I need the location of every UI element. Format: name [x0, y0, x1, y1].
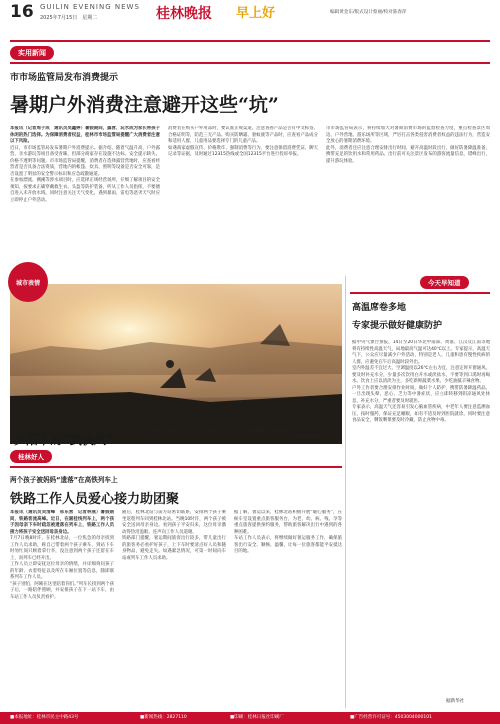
- section-tag-good-people: 桂林好人: [10, 450, 52, 463]
- article1-col3: 市市场监管局表示，将持续加大对暑期消费市场的监督检查力度，重点检查景区周边、户外营地、游乐场所等区域，严厉打击各类侵害消费者权益的违法行为，营造安全放心的暑期消费环境。 此外，消费者还应注意合理安排出行时间，避开高温时段出行，做好防暑降温准备，携带充足的饮用水和常用药品。出行前可关注景区发布的游客流量信息，错峰出行，提升游玩体验。: [326, 126, 490, 164]
- section-tag-practical-news: 实用新闻: [10, 46, 54, 60]
- section-tag-city: 城市表情: [8, 262, 48, 302]
- sunset-photo: [10, 284, 342, 444]
- article3-col2: 随后，桂林北站与前方站密切联系，安排两个孩子乘坐返程列车回到桂林北站。当晚10时许，两个孩子被安全送回母亲身边。看到孩子平安归来，这位母亲激动得热泪盈眶，连声向工作人员道谢。 铁路部门提醒，暑运期间旅客出行较多，带儿童出行的旅客务必看护好孩子，上下车时要清点好人员和随身物品，避免走失。如遇紧急情况，可第一时间向车站或列车工作人员求助。: [122, 510, 226, 561]
- section-rule: [350, 292, 490, 294]
- section-tag-today: 今天早知道: [420, 276, 469, 289]
- article1-kicker: 市市场监管局发布消费提示: [10, 73, 119, 83]
- article3-headline: 铁路工作人员爱心接力助团聚: [10, 492, 180, 507]
- article2-headline-1: 高温席卷多地: [352, 303, 407, 313]
- article3-col1: [10, 510, 114, 708]
- photo-caption-text: 近日，夕阳西下时，在穿山公园小东江上，一位游客低摆“武侠风”的照片。: [150, 428, 288, 440]
- footer-ad-license: ■广告经营许可证号：4503004000101: [350, 715, 432, 720]
- photo-credit: 记者 陈园 摄: [296, 435, 322, 440]
- issue-date: 2025年7月15日 星期二: [40, 15, 98, 21]
- article2-source: 据新华社: [446, 699, 465, 704]
- editor-credits: 编辑黄金东/版式设计蔡丽/校对陈春萍: [330, 10, 407, 15]
- article3-kicker: 两个孩子被妈妈“遗落”在高铁列车上: [10, 476, 118, 484]
- page-header: [0, 0, 500, 44]
- column-divider: [345, 276, 346, 708]
- footer-address: ■本报地址：桂林市民主中路43号: [10, 715, 79, 720]
- article1-col2: 消费者在购买户外用品时，要认准正规渠道，注意查看产品是否有中文标签、合格证明等，防范三无产品。购买防晒霜、驱蚊液等产品时，应查看产品成分和适用人群，儿童用品要选择专门的儿童产品。 如遇商家虚假宣传、价格欺诈、强制消费等行为，要注意保留消费凭证、聊天记录等证据，及时通过12315热线或全国12315平台进行投诉举报。: [168, 126, 318, 157]
- article1-text-1: 近日，市市场监管局发布暑期户外消费提示。据介绍，随着气温升高，户外露营、亲水游玩等项目备受青睐，但部分商家存在设施不达标、安全提示缺失、价格不透明等问题。市市场监管局提醒，消费者在选择露营营地时，应查看经营者是否具备合法资质，营地内的帐篷、炊具、照明等设备是否安全可靠，是否设置了明显的安全警示标识和应急疏散通道。 在参加漂流、溯溪等涉水项目时，应选择正规经营场所，仔细了解项目的安全须知，按要求正确穿戴救生衣、头盔等防护装备，听从工作人员指挥，不要擅自进入未开放水域。同时注意关注天气变化，遇到暴雨、雷电等恶劣天气时应立即停止户外活动。: [10, 145, 160, 203]
- header-rule: [10, 40, 490, 42]
- photo-caption-title: 夕阳下的“武侠风”: [14, 433, 114, 447]
- section-rule: [10, 466, 342, 468]
- article1-headline: 暑期户外消费注意避开这些“坑”: [10, 94, 279, 116]
- section-rule: [10, 62, 490, 64]
- article1-byline: 本报讯（记者周子成 通讯员吴鑫婷）暑假期间，露营、玩水成为家长带孩子休闲的热门选择。为保障消费者权益，桂林市市场监管局提醒广大消费者注意以下风险。: [10, 126, 160, 144]
- brand-logo: 桂林晚报: [156, 6, 212, 22]
- section-logo: 早上好: [236, 6, 276, 21]
- page-number: 16: [10, 2, 34, 22]
- article2-body: 据中央气象台预报，14日至20日华北中南部、黄淮、江汉及江南等地将有持续性高温天气，局地最高气温可达40℃以上。专家提示，高温天气下，公众应尽量减少户外活动，特别是老人、儿童和患有慢性疾病的人群，应避免在午后高温时段外出。 室内外温差不宜过大，空调温度以26℃左右为宜，注意定时开窗通风。要及时补充水分，少量多次饮用白开水或淡盐水，不要等到口渴时再喝水。饮食上应以清淡为主，多吃新鲜蔬菜水果，少吃油腻辛辣食物。 户外工作者要合理安排作业时间，做好个人防护，携带防暑降温药品。一旦出现头晕、恶心、乏力等中暑症状，应立即转移到阴凉通风处休息，补充水分，严重者要及时就医。 专家表示，高温天气还容易引发心脑血管疾病，中老年人要注意监测血压，按时服药，保证充足睡眠，如有不适及时到医院就诊。同时要注意食品安全，剩饭剩菜要及时冷藏，防止食物中毒。: [352, 340, 490, 423]
- article2-headline-2: 专家提示做好健康防护: [352, 321, 443, 331]
- paper-name-en: GUILIN EVENING NEWS: [40, 3, 140, 11]
- photo-illustration: [10, 284, 342, 444]
- footer-print: ■印刷：桂林日报社印刷厂: [230, 715, 284, 720]
- article3-text-1: 7月7日晚8时许，在桂林北站，一位焦急的母亲找到工作人员求助，称自己带着两个孩子乘车，到站下车时匆忙间只顾着拿行李，没注意到两个孩子还留在车上，而列车已经开出。 工作人员立即安抚这位母亲的情绪，并详细询问孩子的年龄、衣着特征以及所在车厢位置等信息，随即联系列车工作人员。 “孩子别怕，阿姨在这里陪着你们。”列车长找到两个孩子后，一路陪伴照顾，并安排孩子在下一站下车，由车站工作人员负责看护。: [10, 536, 114, 600]
- footer-hotline: ■新闻热线：2827110: [140, 715, 187, 720]
- article1-col1: [10, 126, 160, 246]
- article3-col3: 据了解，暑运以来，桂林北站积极开展“暖心服务”，在候车室设置重点旅客服务台，为老、幼、病、残、孕等重点旅客提供预约服务，帮助旅客解决出行中遇到的各种困难。 车站工作人员表示，将继续做好暑运服务工作，确保旅客出行安全、顺畅、温馨，让每一位旅客都能平安抵达目的地。: [234, 510, 342, 554]
- article3-byline: 本报讯（通讯员吴清峰 邢东营 记者林燕）暑假期间，铁路客流高峰。近日，在湘桂线列车上，两个孩子因母亲下车时疏忽被遗落在列车上，铁路工作人员接力将孩子安全送回母亲身边。: [10, 510, 114, 535]
